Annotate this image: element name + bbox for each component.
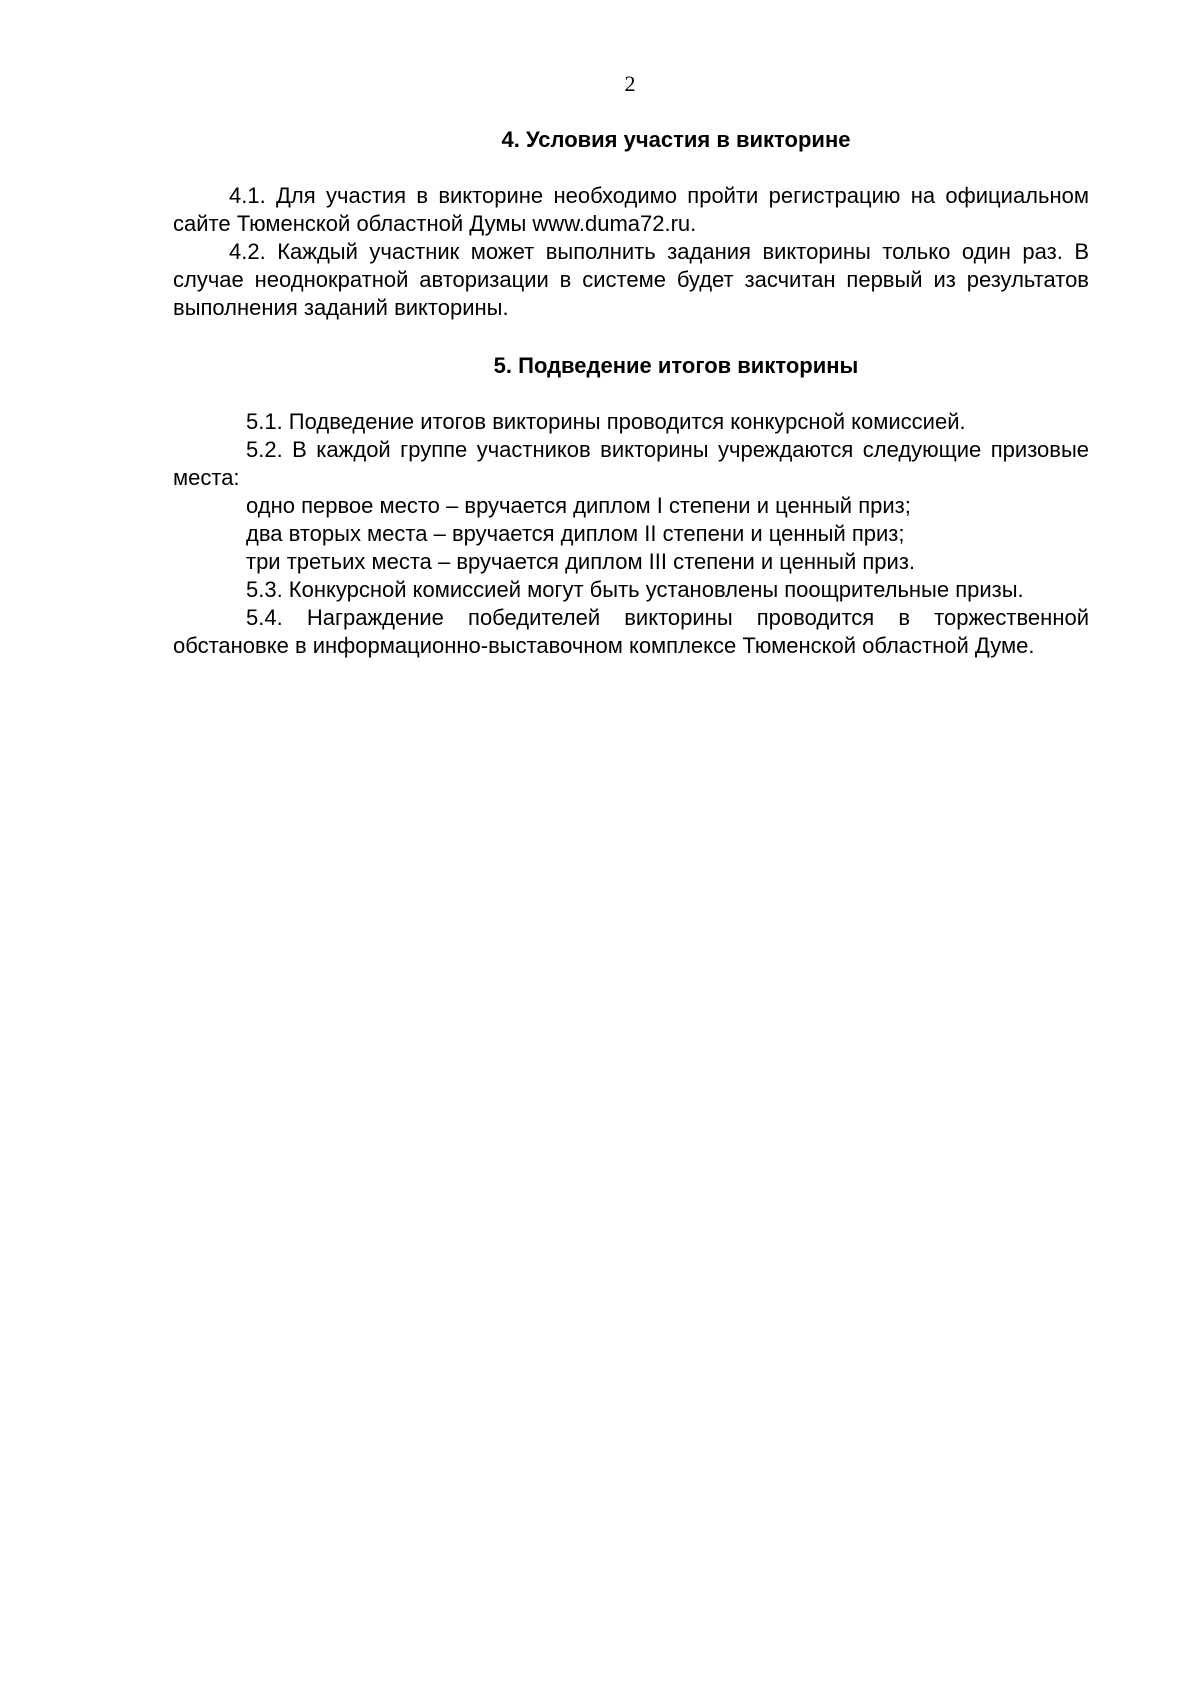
- prize-list: [173, 492, 1089, 576]
- section-heading: 5. Подведение итогов викторины: [493, 353, 859, 378]
- paragraph-5-2: 5.2. В каждой группе участников викторины учреждаются следующие призовые места:: [173, 437, 1089, 490]
- section-heading: 4. Условия участия в викторине: [501, 127, 851, 152]
- paragraph-5-1: 5.1. Подведение итогов викторины проводится конкурсной комиссией.: [246, 409, 966, 434]
- prize-item-first: одно первое место – вручается диплом I степени и ценный приз;: [246, 493, 911, 518]
- section-4: [173, 125, 1089, 322]
- paragraph-4-2: 4.2. Каждый участник может выполнить задания викторины только один раз. В случае неоднократной авторизации в системе будет засчитан первый из результатов выполнения заданий викторины.: [173, 239, 1089, 320]
- page-number: 2: [624, 71, 636, 96]
- document-body: [173, 125, 1089, 660]
- section-5: [173, 351, 1089, 660]
- paragraph-5-4: 5.4. Награждение победителей викторины проводится в торжественной обстановке в информационно-выставочном комплексе Тюменской областной Думе.: [173, 605, 1089, 658]
- prize-item-third: три третьих места – вручается диплом III степени и ценный приз.: [246, 549, 916, 574]
- prize-item-second: два вторых места – вручается диплом II степени и ценный приз;: [246, 521, 905, 546]
- paragraph-5-3: 5.3. Конкурсной комиссией могут быть установлены поощрительные призы.: [246, 577, 1024, 602]
- paragraph-4-1: 4.1. Для участия в викторине необходимо пройти регистрацию на официальном сайте Тюменской областной Думы www.duma72.ru.: [173, 183, 1089, 236]
